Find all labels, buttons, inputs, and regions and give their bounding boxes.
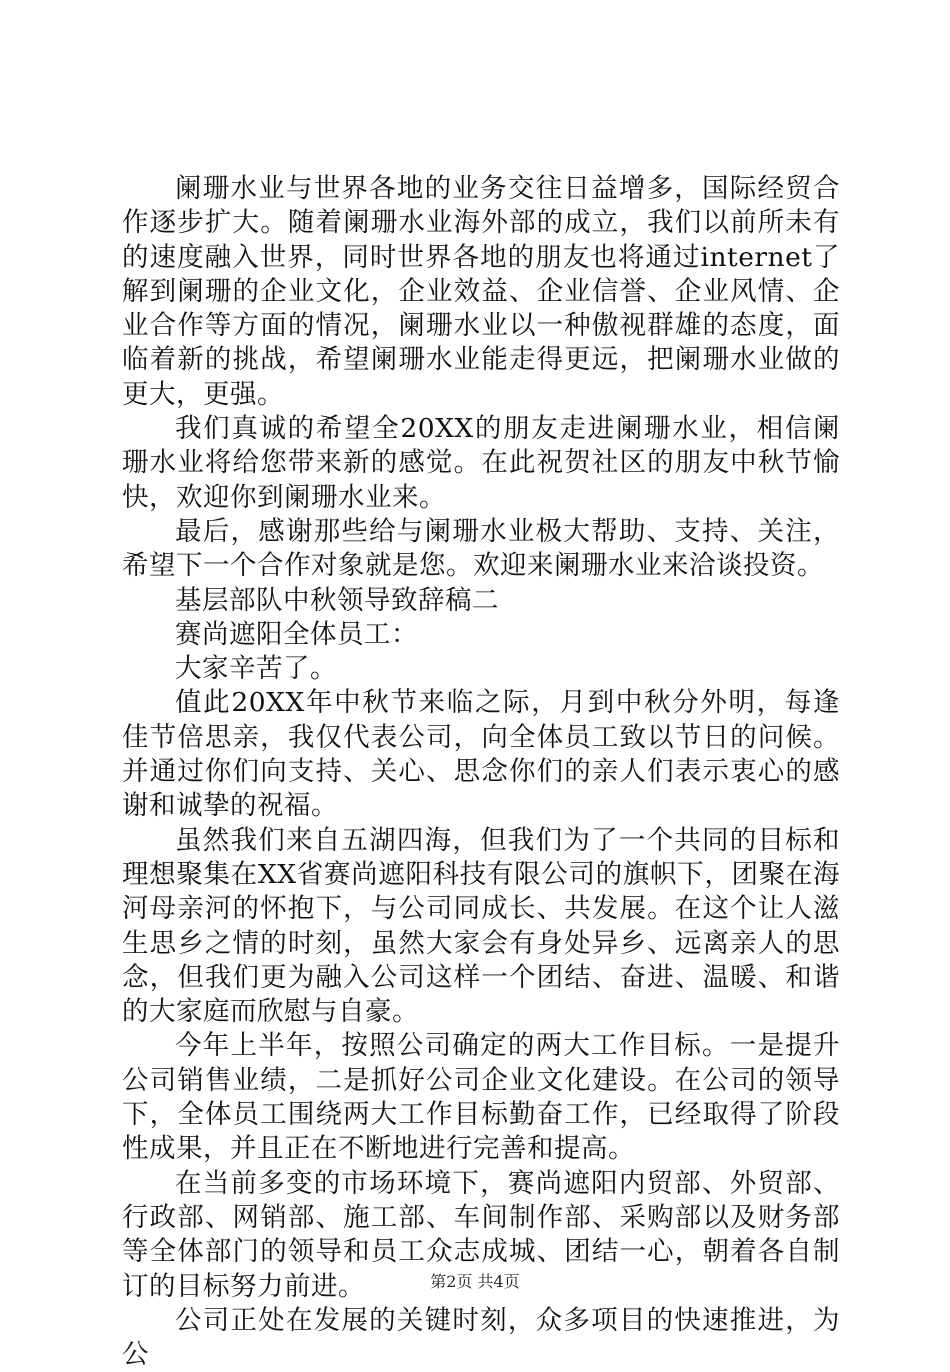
document-body bbox=[122, 172, 840, 1372]
paragraph-thanks: 最后，感谢那些给与阑珊水业极大帮助、支持、关注，希望下一个合作对象就是您。欢迎来阑珊水业来洽谈投资。 bbox=[122, 515, 840, 582]
paragraph-intl-cooperation: 阑珊水业与世界各地的业务交往日益增多，国际经贸合作逐步扩大。随着阑珊水业海外部的成立，我们以前所未有的速度融入世界，同时世界各地的朋友也将通过internet了解到阑珊的企业文化，企业效益、企业信誉、企业风情、企业合作等方面的情况，阑珊水业以一种傲视群雄的态度，面临着新的挑战，希望阑珊水业能走得更远，把阑珊水业做的更大，更强。 bbox=[122, 173, 840, 410]
paragraph-key-moment: 公司正处在发展的关键时刻，众多项目的快速推进，为公 bbox=[122, 1304, 840, 1371]
paragraph-work-goals: 今年上半年，按照公司确定的两大工作目标。一是提升公司销售业绩，二是抓好公司企业文化建设。在公司的领导下，全体员工围绕两大工作目标勤奋工作，已经取得了阶段性成果，并且正在不断地进行完善和提高。 bbox=[122, 1030, 840, 1165]
paragraph-festival-greeting: 值此20XX年中秋节来临之际，月到中秋分外明，每逢佳节倍思亲，我仅代表公司，向全体员工致以节日的问候。并通过你们向支持、关心、思念你们的亲人们表示衷心的感谢和诚挚的祝福。 bbox=[122, 687, 840, 822]
section-title: 基层部队中秋领导致辞稿二 bbox=[175, 584, 499, 616]
greeting-line: 大家辛苦了。 bbox=[175, 653, 337, 685]
paragraph-welcome: 我们真诚的希望全20XX的朋友走进阑珊水业，相信阑珊水业将给您带来新的感觉。在此祝贺社区的朋友中秋节愉快，欢迎你到阑珊水业来。 bbox=[122, 413, 840, 513]
paragraph-departments: 在当前多变的市场环境下，赛尚遮阳内贸部、外贸部、行政部、网销部、施工部、车间制作部、采购部以及财务部等全体部门的领导和员工众志成城、团结一心，朝着各自制订的目标努力前进。 bbox=[122, 1167, 840, 1302]
page-number-footer: 第2页 共4页 bbox=[430, 1272, 520, 1291]
salutation: 赛尚遮阳全体员工： bbox=[175, 618, 418, 650]
paragraph-company-family: 虽然我们来自五湖四海，但我们为了一个共同的目标和理想聚集在XX省赛尚遮阳科技有限公司的旗帜下，团聚在海河母亲河的怀抱下，与公司同成长、共发展。在这个让人滋生思乡之情的时刻，虽然大家会有身处异乡、远离亲人的思念，但我们更为融入公司这样一个团结、奋进、温暖、和谐的大家庭而欣慰与自豪。 bbox=[122, 824, 840, 1028]
